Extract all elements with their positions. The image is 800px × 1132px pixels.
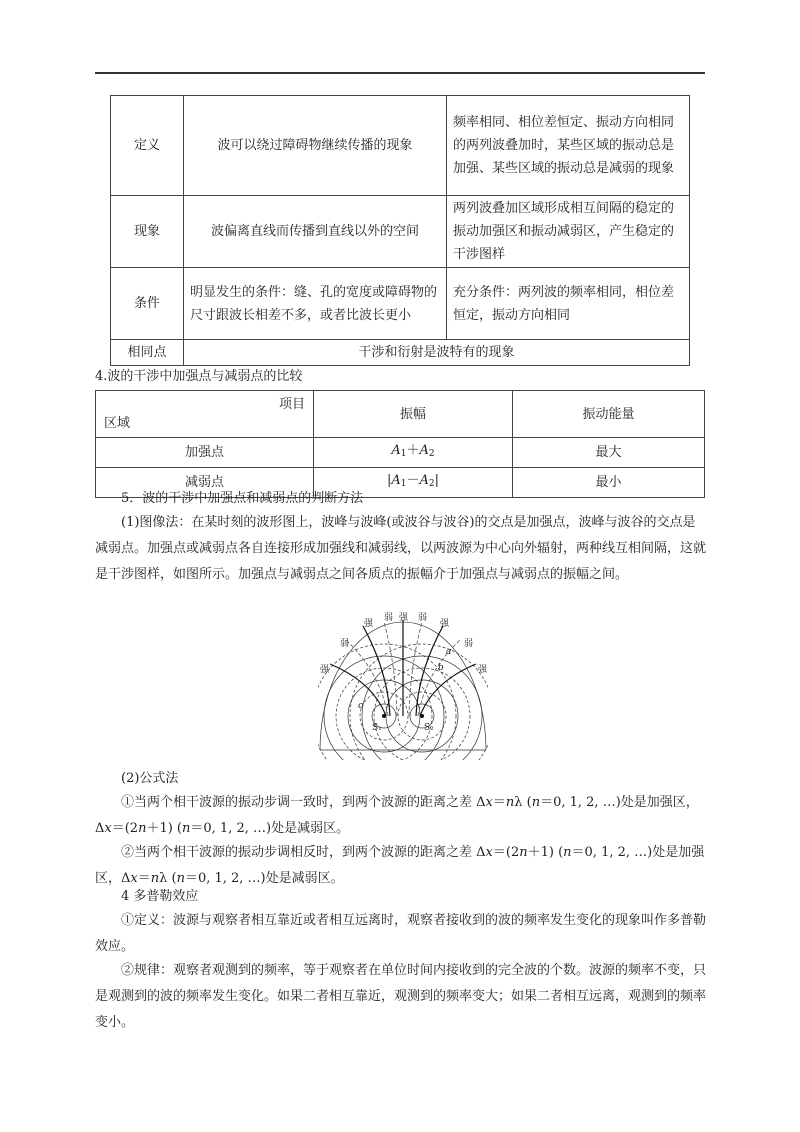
text-run: ＝0, 1, 2, …)处是减弱区。 xyxy=(184,871,344,886)
figure-label: 强 xyxy=(478,665,488,675)
source2-wavefronts xyxy=(350,644,488,760)
header-item: 项目 xyxy=(278,397,305,412)
image-method-paragraph: (1)图像法：在某时刻的波形图上，波峰与波峰(或波谷与波谷)的交点是加强点，波峰与波谷的交点是减弱点。加强点或减弱点各自连接形成加强线和减弱线，以两波源为中心向外辐射，两种线互相间隔，这就是干涉图样，如图所示。加强点与减弱点之间各质点的振幅介于加强点与减弱点的振幅之间。 xyxy=(95,515,707,582)
figure-label: 强 xyxy=(320,665,330,675)
var-x: x xyxy=(104,821,112,836)
amp-b: A xyxy=(419,473,429,488)
antinodal-lines xyxy=(330,620,476,716)
doppler-definition: ①定义：波源与观察者相互靠近或者相互远离时，观察者接收到的波的频率发生变化的现象叫作多普勒效应。 xyxy=(95,913,707,954)
var-x: x xyxy=(130,871,138,886)
figure-label: 强 xyxy=(440,619,450,629)
var-n: n xyxy=(150,871,160,886)
doppler-rule: ②规律：观察者观测到的频率，等于观察者在单位时间内接收到的完全波的个数。波源的频率不变，只是观测到的波的频率发生变化。如果二者相互靠近，观测到的频率变大；如果二者相互远离，观测到的频率变小。 xyxy=(95,963,707,1030)
amplitude-cell xyxy=(314,438,513,468)
figure-label: 弱 xyxy=(384,613,394,623)
amp-op: ＋ xyxy=(406,443,420,458)
row-label: 加强点 xyxy=(96,438,314,468)
interference-cell: 频率相同、相位差恒定、振动方向相同的两列波叠加时，某些区域的振动总是加强、某些区域的振动总是减弱的现象 xyxy=(447,96,690,196)
diffraction-cell: 波偏离直线而传播到直线以外的空间 xyxy=(184,196,447,268)
formula1-paragraph xyxy=(95,790,707,842)
row-label: 现象 xyxy=(111,196,184,268)
diffraction-cell: 波可以绕过障碍物继续传播的现象 xyxy=(184,96,447,196)
source1-dot xyxy=(382,714,386,718)
text-run: ①当两个相干波源的振动步调一致时，到两个波源的距离之差 Δ xyxy=(121,795,486,810)
amp-b: A xyxy=(419,443,429,458)
amp-op: － xyxy=(406,473,420,488)
amp-a: A xyxy=(391,443,401,458)
point-label: c xyxy=(358,701,364,711)
source1-wavefronts xyxy=(318,644,456,760)
text-run: ＝0, 1, 2, …)处是减弱区。 xyxy=(190,821,350,836)
diffraction-cell: 明显发生的条件：缝、孔的宽度或障碍物的尺寸跟波长相差不多，或者比波长更小 xyxy=(184,268,447,340)
table-row xyxy=(96,438,705,468)
header-amplitude: 振幅 xyxy=(314,391,513,438)
abs-bar: | xyxy=(386,473,392,488)
figure-label: 强 xyxy=(364,619,374,629)
text-run: λ ( xyxy=(159,871,177,886)
diffraction-interference-table xyxy=(110,95,690,366)
table-row xyxy=(111,196,690,268)
interference-cell: 两列波叠加区域形成相互间隔的稳定的振动加强区和振动减弱区，产生稳定的干涉图样 xyxy=(447,196,690,268)
var-n: n xyxy=(176,871,185,886)
header-energy: 振动能量 xyxy=(513,391,705,438)
var-n: n xyxy=(563,845,572,860)
table-row xyxy=(111,340,690,366)
var-n: n xyxy=(531,795,541,810)
var-x: x xyxy=(485,845,493,860)
row-label: 定义 xyxy=(111,96,184,196)
figure-label: 强 xyxy=(399,613,409,623)
table-header-row xyxy=(96,391,705,438)
interference-pattern-figure xyxy=(318,612,488,760)
figure-label: 弱 xyxy=(464,639,474,649)
amp-sub: 1 xyxy=(400,449,407,459)
point-label: b xyxy=(438,663,444,673)
point-label: a xyxy=(446,647,452,657)
doppler-title: 4 多普勒效应 xyxy=(121,889,199,904)
text-run: ＝(2 xyxy=(492,845,520,860)
section5-title: 5．波的干涉中加强点和减弱点的判断方法 xyxy=(121,491,364,506)
amp-sub: 2 xyxy=(428,479,435,489)
table-row xyxy=(111,268,690,340)
text-run: ＋1) ( xyxy=(527,845,564,860)
text-run: ＋1) ( xyxy=(146,821,183,836)
text-run: ＝ xyxy=(492,795,506,810)
text-run: λ ( xyxy=(514,795,532,810)
strong-weak-table xyxy=(95,390,705,498)
interference-cell: 充分条件：两列波的频率相同，相位差恒定，振动方向相同 xyxy=(447,268,690,340)
text-run: ＝0, 1, 2, …)处是加强区，Δ xyxy=(95,795,699,836)
same-label: 相同点 xyxy=(111,340,184,366)
var-n: n xyxy=(505,795,515,810)
text-run: ②当两个相干波源的振动步调相反时，到两个波源的距离之差 Δ xyxy=(121,845,486,860)
header-rule xyxy=(95,72,705,74)
amp-sub: 2 xyxy=(428,449,435,459)
row-label: 减弱点 xyxy=(96,468,314,498)
amp-sub: 1 xyxy=(400,479,407,489)
row-label: 条件 xyxy=(111,268,184,340)
amp-a: A xyxy=(391,473,401,488)
formula-title: (2)公式法 xyxy=(121,771,179,786)
diagonal-header xyxy=(96,391,314,438)
var-x: x xyxy=(485,795,493,810)
energy-cell: 最大 xyxy=(513,438,705,468)
source1-label: S₁ xyxy=(372,723,382,733)
same-text: 干涉和衍射是波特有的现象 xyxy=(184,340,690,366)
figure-label: 弱 xyxy=(340,639,350,649)
energy-cell: 最小 xyxy=(513,468,705,498)
header-region: 区域 xyxy=(104,416,131,431)
figure-label: 弱 xyxy=(418,613,428,623)
text-run: ＝ xyxy=(137,871,151,886)
var-n: n xyxy=(138,821,147,836)
var-n: n xyxy=(182,821,191,836)
table-row xyxy=(111,96,690,196)
source2-dot xyxy=(420,714,424,718)
var-n: n xyxy=(519,845,528,860)
text-run: ＝(2 xyxy=(111,821,139,836)
source2-label: S₂ xyxy=(424,723,434,733)
text-run: ＝0, 1, 2, …)处是加强区，Δ xyxy=(95,845,705,886)
section4-title: 4.波的干涉中加强点与减弱点的比较 xyxy=(95,369,303,384)
abs-bar: | xyxy=(434,473,440,488)
